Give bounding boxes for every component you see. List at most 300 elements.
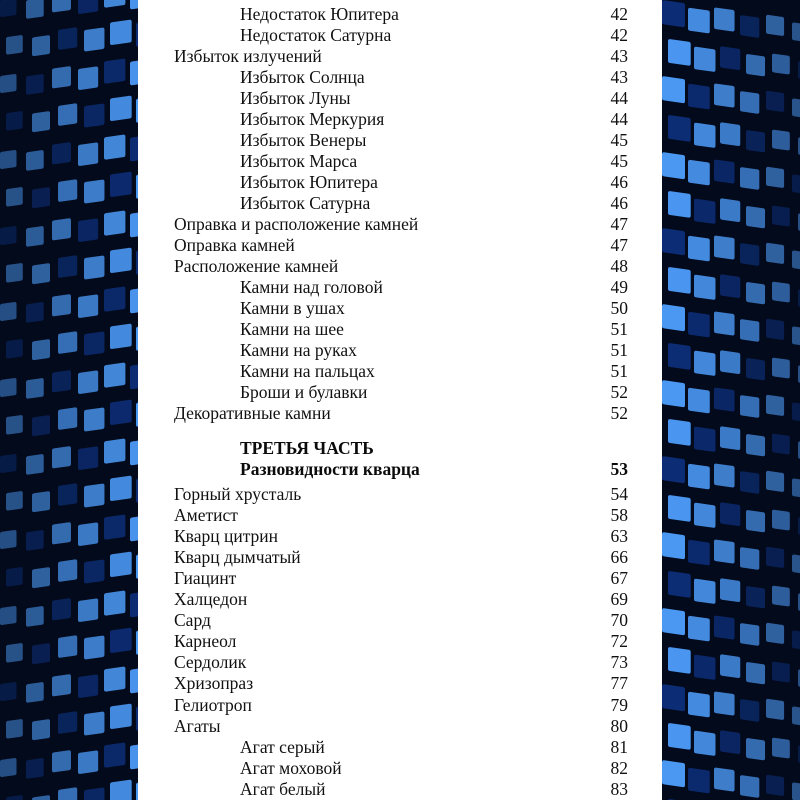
decorative-tile xyxy=(772,129,790,150)
decorative-tile xyxy=(130,135,138,162)
toc-entry-title: Избыток Венеры xyxy=(240,130,367,150)
toc-entry-page-number: 81 xyxy=(610,736,628,757)
decorative-tile xyxy=(58,331,77,354)
decorative-tile xyxy=(720,350,740,374)
decorative-tile xyxy=(110,95,132,121)
toc-entry-page-number: 82 xyxy=(610,757,628,778)
decorative-tile xyxy=(52,142,71,165)
decorative-tile xyxy=(772,737,790,758)
decorative-tile xyxy=(740,167,759,190)
decorative-tile xyxy=(84,179,104,203)
decorative-tile xyxy=(668,495,691,522)
decorative-tile xyxy=(772,357,790,378)
toc-entry-title: Недостаток Юпитера xyxy=(240,4,399,24)
decorative-tile xyxy=(720,654,740,678)
toc-entry-title: Избыток Сатурна xyxy=(240,193,371,213)
decorative-tile xyxy=(694,350,715,376)
toc-entry xyxy=(138,298,662,319)
decorative-tile xyxy=(84,27,104,51)
blue-tile-pattern xyxy=(0,0,138,800)
toc-entry-page-number: 51 xyxy=(610,361,628,381)
decorative-tile xyxy=(766,395,784,417)
decorative-tile xyxy=(662,456,685,483)
toc-entry-page-number: 52 xyxy=(610,382,628,402)
decorative-tile xyxy=(26,150,44,171)
decorative-tile xyxy=(772,433,790,454)
toc-entry-page-number: 42 xyxy=(610,4,628,24)
decorative-tile xyxy=(104,590,125,615)
decorative-tile xyxy=(714,311,735,335)
decorative-tile xyxy=(720,198,740,222)
decorative-tile xyxy=(792,250,800,270)
decorative-tile xyxy=(740,395,759,418)
decorative-tile xyxy=(746,358,765,381)
toc-entry-page-number: 77 xyxy=(610,673,628,694)
decorative-tile xyxy=(32,187,50,208)
decorative-tile xyxy=(662,380,685,407)
decorative-tile xyxy=(6,567,23,587)
decorative-tile xyxy=(6,111,23,131)
decorative-tile xyxy=(766,91,784,113)
decorative-tile xyxy=(772,281,790,302)
toc-entry-title: Камни на пальцах xyxy=(240,361,375,381)
toc-entry-title: Агат белый xyxy=(240,778,326,799)
blue-tile-pattern xyxy=(662,0,800,800)
decorative-tile xyxy=(52,674,71,697)
toc-entry xyxy=(138,568,662,589)
decorative-tile xyxy=(130,287,138,314)
decorative-tile xyxy=(26,0,44,19)
decorative-tile xyxy=(688,312,710,338)
decorative-tile xyxy=(52,66,71,89)
decorative-tile xyxy=(662,0,685,27)
toc-entry xyxy=(138,484,662,505)
decorative-tile xyxy=(792,554,800,574)
decorative-tile xyxy=(26,74,44,95)
decorative-tile xyxy=(688,388,710,414)
decorative-tile xyxy=(688,616,710,642)
toc-entry xyxy=(138,547,662,568)
decorative-tile xyxy=(110,399,132,425)
decorative-tile xyxy=(766,623,784,645)
toc-entry-title: Избыток Солнца xyxy=(240,67,365,87)
toc-entry xyxy=(138,758,662,779)
decorative-tile xyxy=(688,8,710,34)
decorative-tile xyxy=(740,699,759,722)
decorative-tile xyxy=(84,635,104,659)
decorative-tile xyxy=(0,530,17,550)
decorative-tile xyxy=(32,643,50,664)
toc-entry-page-number: 44 xyxy=(610,88,628,108)
decorative-tile xyxy=(740,547,759,570)
decorative-tile xyxy=(26,530,44,551)
toc-entry xyxy=(138,695,662,716)
toc-entry xyxy=(138,109,662,130)
decorative-tile xyxy=(668,571,691,598)
decorative-tile xyxy=(746,282,765,305)
decorative-tile xyxy=(26,226,44,247)
decorative-tile xyxy=(26,378,44,399)
toc-entry-page-number: 69 xyxy=(610,589,628,610)
decorative-tile xyxy=(104,362,125,387)
decorative-tile xyxy=(688,692,710,718)
decorative-tile xyxy=(32,795,50,800)
toc-entry-page-number: 51 xyxy=(610,319,628,339)
decorative-tile xyxy=(662,152,685,179)
toc-entry-page-number: 45 xyxy=(610,130,628,150)
decorative-tile xyxy=(130,363,138,390)
decorative-tile xyxy=(58,635,77,658)
toc-entry-title: Гелиотроп xyxy=(174,694,252,715)
decorative-tile xyxy=(78,750,98,774)
decorative-tile xyxy=(130,591,138,618)
decorative-tile xyxy=(78,370,98,394)
decorative-tile xyxy=(746,586,765,609)
decorative-tile xyxy=(110,551,132,577)
toc-entry-title: Горный хрусталь xyxy=(174,484,302,504)
decorative-tile xyxy=(6,795,23,800)
decorative-tile xyxy=(694,426,715,452)
toc-entry-page-number: 58 xyxy=(610,505,628,526)
decorative-tile xyxy=(0,74,17,94)
toc-entry-page-number: 66 xyxy=(610,547,628,568)
decorative-tile xyxy=(746,206,765,229)
decorative-tile xyxy=(78,142,98,166)
decorative-tile xyxy=(52,522,71,545)
toc-entry xyxy=(138,4,662,25)
toc-entry-title: Кварц цитрин xyxy=(174,526,279,547)
toc-entry-title: Избыток излучений xyxy=(174,46,322,66)
decorative-tile xyxy=(104,0,125,8)
decorative-tile xyxy=(52,370,71,393)
toc-entry xyxy=(138,403,662,424)
toc-entry xyxy=(138,716,662,737)
toc-entry-title: Агат моховой xyxy=(240,757,342,778)
toc-entry-page-number: 54 xyxy=(610,484,628,504)
decorative-tile xyxy=(694,46,715,72)
book-page xyxy=(138,0,662,800)
toc-entry xyxy=(138,319,662,340)
decorative-tile xyxy=(58,483,77,506)
decorative-tile xyxy=(668,39,691,66)
decorative-tile xyxy=(668,647,691,674)
toc-entry-title: Халцедон xyxy=(174,589,248,610)
decorative-tile xyxy=(32,263,50,284)
toc-entry xyxy=(138,172,662,193)
decorative-tile xyxy=(110,171,132,197)
decorative-tile xyxy=(130,439,138,466)
toc-entry xyxy=(138,652,662,673)
decorative-tile xyxy=(84,407,104,431)
decorative-tile xyxy=(84,103,104,127)
decorative-tile xyxy=(52,598,71,621)
decorative-tile xyxy=(110,323,132,349)
decorative-tile xyxy=(58,27,77,50)
toc-entry xyxy=(138,46,662,67)
toc-entry-page-number: 44 xyxy=(610,109,628,129)
decorative-tile xyxy=(6,339,23,359)
toc-entry-page-number: 70 xyxy=(610,610,628,631)
decorative-tile xyxy=(104,666,125,691)
toc-entry xyxy=(138,779,662,800)
decorative-tile xyxy=(6,719,23,739)
decorative-tile xyxy=(694,578,715,604)
toc-entry-title: Аметист xyxy=(174,505,238,526)
decorative-tile xyxy=(746,434,765,457)
decorative-tile xyxy=(0,454,17,474)
decorative-tile xyxy=(714,767,735,791)
decorative-tile xyxy=(792,782,800,800)
decorative-tile xyxy=(792,174,800,194)
toc-entry xyxy=(138,214,662,235)
toc-entry-title: Недостаток Сатурна xyxy=(240,25,392,45)
decorative-tile xyxy=(668,191,691,218)
decorative-tile xyxy=(720,578,740,602)
decorative-tile xyxy=(746,54,765,77)
decorative-tile xyxy=(0,226,17,246)
toc-entry-title: Броши и булавки xyxy=(240,382,368,402)
decorative-tile xyxy=(110,779,132,800)
decorative-tile xyxy=(766,243,784,265)
toc-entry-page-number: 46 xyxy=(610,193,628,213)
decorative-tile xyxy=(78,674,98,698)
decorative-tile xyxy=(746,662,765,685)
toc-entry-title: Камни на шее xyxy=(240,319,344,339)
decorative-tile xyxy=(740,623,759,646)
toc-entry-page-number: 73 xyxy=(610,652,628,673)
decorative-tile xyxy=(772,509,790,530)
part-subheading-row xyxy=(240,459,628,480)
toc-entry-page-number: 51 xyxy=(610,340,628,360)
decorative-tile xyxy=(714,539,735,563)
toc-entry-title: Избыток Луны xyxy=(240,88,351,108)
decorative-tile xyxy=(720,46,740,70)
decorative-tile xyxy=(688,768,710,794)
toc-entry xyxy=(138,673,662,694)
toc-entry xyxy=(138,151,662,172)
decorative-tile xyxy=(104,58,125,83)
decorative-tile xyxy=(766,471,784,493)
decorative-tile xyxy=(714,387,735,411)
decorative-tile xyxy=(52,0,71,13)
decorative-tile xyxy=(104,210,125,235)
decorative-tile xyxy=(792,98,800,118)
decorative-tile xyxy=(110,19,132,45)
decorative-tile xyxy=(130,211,138,238)
toc-entry-title: Агат серый xyxy=(240,736,325,757)
toc-entry-page-number: 49 xyxy=(610,277,628,297)
decorative-tile xyxy=(714,463,735,487)
decorative-tile xyxy=(772,585,790,606)
decorative-tile xyxy=(58,255,77,278)
decorative-tile xyxy=(104,134,125,159)
decorative-tile xyxy=(130,667,138,694)
decorative-tile xyxy=(130,743,138,770)
toc-entry xyxy=(138,610,662,631)
decorative-tile xyxy=(6,643,23,663)
decorative-tile xyxy=(714,615,735,639)
decorative-tile xyxy=(720,122,740,146)
toc-entry xyxy=(138,235,662,256)
part-subheading: Разновидности кварца xyxy=(240,459,420,479)
decorative-tile xyxy=(740,319,759,342)
decorative-tile xyxy=(662,760,685,787)
decorative-tile xyxy=(746,510,765,533)
decorative-tile xyxy=(720,274,740,298)
decorative-tile xyxy=(740,91,759,114)
toc-entry xyxy=(138,256,662,277)
toc-entry-page-number: 45 xyxy=(610,151,628,171)
decorative-tile xyxy=(32,567,50,588)
decorative-tile xyxy=(26,606,44,627)
toc-entry-title: Расположение камней xyxy=(174,256,339,276)
decorative-tile xyxy=(32,415,50,436)
toc-entry-page-number: 79 xyxy=(610,694,628,715)
decorative-tile xyxy=(110,475,132,501)
decorative-tile xyxy=(84,787,104,800)
toc-entry-page-number: 42 xyxy=(610,25,628,45)
decorative-tile xyxy=(792,706,800,726)
decorative-tile xyxy=(104,286,125,311)
decorative-tile xyxy=(662,532,685,559)
decorative-tile xyxy=(766,15,784,37)
toc-entry xyxy=(138,361,662,382)
decorative-tile xyxy=(662,228,685,255)
decorative-tile xyxy=(766,775,784,797)
decorative-tile xyxy=(720,502,740,526)
decorative-tile xyxy=(0,682,17,702)
toc-entry xyxy=(138,737,662,758)
decorative-tile xyxy=(694,502,715,528)
decorative-tile xyxy=(58,407,77,430)
decorative-background-right xyxy=(662,0,800,800)
decorative-tile xyxy=(26,302,44,323)
decorative-tile xyxy=(32,35,50,56)
decorative-tile xyxy=(58,559,77,582)
decorative-tile xyxy=(0,378,17,398)
part-heading: ТРЕТЬЯ ЧАСТЬ xyxy=(240,438,374,458)
toc-entry xyxy=(138,382,662,403)
decorative-tile xyxy=(110,627,132,653)
decorative-tile xyxy=(668,267,691,294)
decorative-tile xyxy=(78,522,98,546)
toc-entry-title: Агаты xyxy=(174,715,221,736)
toc-entry-title: Сердолик xyxy=(174,652,247,673)
decorative-tile xyxy=(32,719,50,740)
toc-entry-page-number: 46 xyxy=(610,172,628,192)
decorative-tile xyxy=(740,15,759,38)
toc-entry-page-number: 67 xyxy=(610,568,628,589)
decorative-tile xyxy=(694,198,715,224)
decorative-tile xyxy=(32,491,50,512)
decorative-tile xyxy=(0,606,17,626)
decorative-tile xyxy=(130,0,138,9)
decorative-tile xyxy=(84,559,104,583)
toc-entry-title: Сард xyxy=(174,610,211,631)
decorative-tile xyxy=(772,53,790,74)
decorative-tile xyxy=(78,294,98,318)
decorative-tile xyxy=(688,236,710,262)
decorative-tile xyxy=(0,150,17,170)
decorative-tile xyxy=(720,730,740,754)
decorative-tile xyxy=(110,247,132,273)
toc-entry xyxy=(138,589,662,610)
decorative-tile xyxy=(694,122,715,148)
decorative-tile xyxy=(714,159,735,183)
toc-entry-title: Камни на руках xyxy=(240,340,357,360)
decorative-tile xyxy=(792,630,800,650)
decorative-tile xyxy=(6,491,23,511)
decorative-tile xyxy=(746,738,765,761)
toc-entry-page-number: 83 xyxy=(610,778,628,799)
toc-entry-title: Камни в ушах xyxy=(240,298,345,318)
decorative-tile xyxy=(78,446,98,470)
decorative-tile xyxy=(720,426,740,450)
decorative-tile xyxy=(662,304,685,331)
decorative-tile xyxy=(32,339,50,360)
decorative-tile xyxy=(688,540,710,566)
decorative-tile xyxy=(714,235,735,259)
decorative-tile xyxy=(766,547,784,569)
decorative-tile xyxy=(0,758,17,778)
decorative-tile xyxy=(792,402,800,422)
toc-entry xyxy=(138,277,662,298)
decorative-tile xyxy=(52,750,71,773)
decorative-tile xyxy=(766,699,784,721)
decorative-tile xyxy=(130,515,138,542)
toc-entry-title: Карнеол xyxy=(174,631,237,652)
decorative-tile xyxy=(694,274,715,300)
decorative-tile xyxy=(714,7,735,31)
decorative-tile xyxy=(84,331,104,355)
decorative-tile xyxy=(26,454,44,475)
toc-entry-title: Избыток Юпитера xyxy=(240,172,378,192)
decorative-background-left xyxy=(0,0,138,800)
toc-entry-title: Гиацинт xyxy=(174,568,237,589)
decorative-tile xyxy=(766,167,784,189)
decorative-tile xyxy=(688,464,710,490)
decorative-tile xyxy=(0,302,17,322)
toc-entry-title: Оправка камней xyxy=(174,235,295,255)
toc-entry xyxy=(138,88,662,109)
toc-entry xyxy=(138,340,662,361)
decorative-tile xyxy=(110,703,132,729)
decorative-tile xyxy=(662,76,685,103)
toc-entry-page-number: 47 xyxy=(610,214,628,234)
decorative-tile xyxy=(104,742,125,767)
decorative-tile xyxy=(84,711,104,735)
decorative-tile xyxy=(32,111,50,132)
decorative-tile xyxy=(772,205,790,226)
decorative-tile xyxy=(746,130,765,153)
toc-entry-title: Оправка и расположение камней xyxy=(174,214,419,234)
decorative-tile xyxy=(58,787,77,800)
part-subheading-page: 53 xyxy=(610,459,628,479)
decorative-tile xyxy=(668,343,691,370)
decorative-tile xyxy=(6,35,23,55)
decorative-tile xyxy=(688,160,710,186)
toc-entry xyxy=(138,130,662,151)
decorative-tile xyxy=(130,59,138,86)
toc-entry-title: Избыток Марса xyxy=(240,151,358,171)
decorative-tile xyxy=(662,608,685,635)
toc-entry-page-number: 47 xyxy=(610,235,628,255)
toc-entry-page-number: 72 xyxy=(610,631,628,652)
decorative-tile xyxy=(58,103,77,126)
decorative-tile xyxy=(78,66,98,90)
toc-entry xyxy=(138,505,662,526)
toc-entry xyxy=(138,193,662,214)
